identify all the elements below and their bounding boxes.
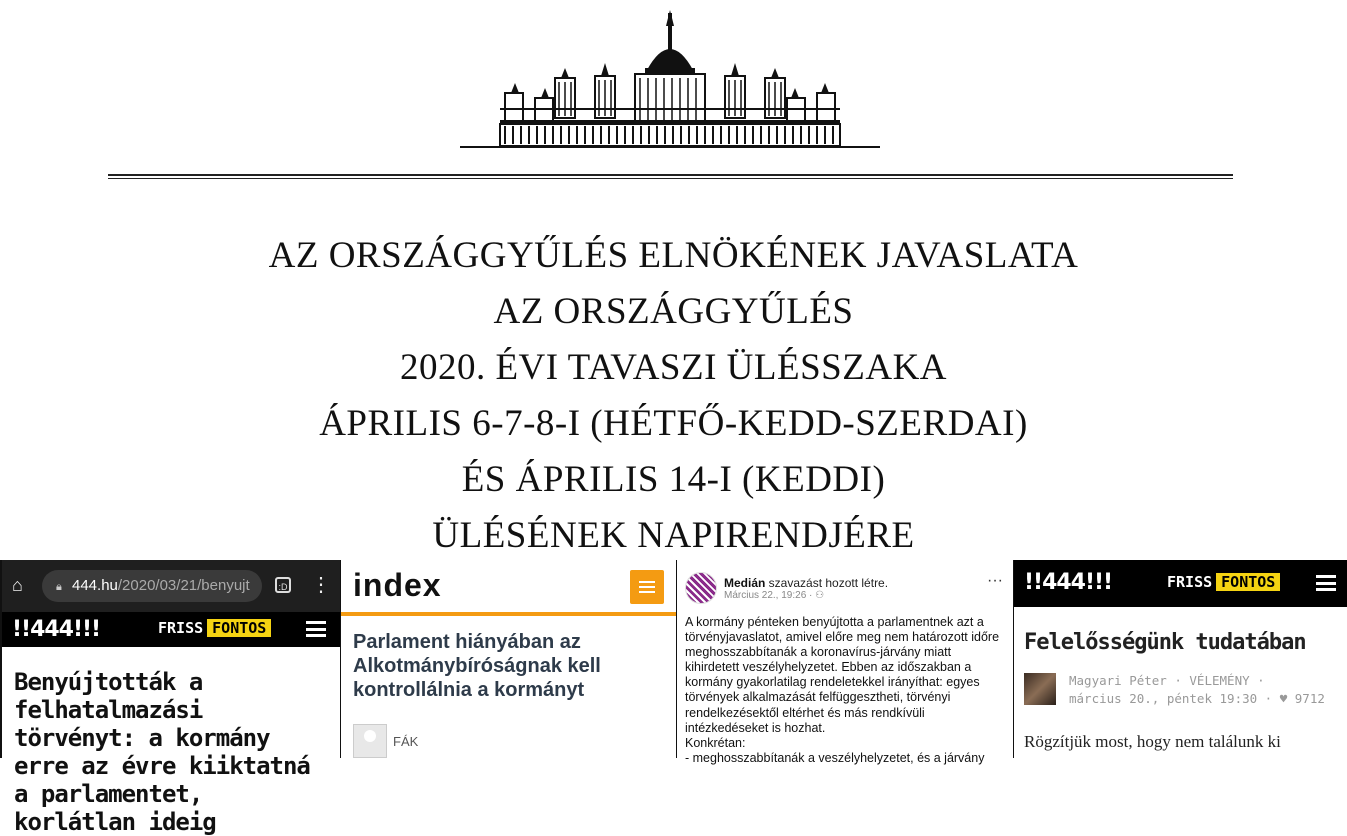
meta-date: március 20., péntek 19:30 · ♥ 9712 <box>1069 691 1325 706</box>
panel-facebook-post <box>677 560 1013 765</box>
more-options-icon[interactable]: ··· <box>987 572 1003 589</box>
home-icon[interactable]: ⌂ <box>12 575 23 595</box>
hamburger-menu-icon[interactable] <box>1316 575 1336 591</box>
browser-toolbar <box>2 560 340 612</box>
friss-label[interactable]: FRISS <box>1167 573 1213 591</box>
friss-fontos-nav[interactable] <box>158 619 271 637</box>
article-body: Rögzítjük most, hogy nem találunk ki <box>1024 732 1281 751</box>
title-line: ÉS ÁPRILIS 14-I (KEDDI) <box>461 459 886 500</box>
header-divider-thin <box>108 178 1233 179</box>
post-line: kihirdetett veszélyhelyzetet. Ebben az időszakban a <box>685 660 972 675</box>
header-divider <box>108 174 1233 176</box>
parliament-building-logo <box>455 8 885 153</box>
article-title[interactable]: Parlament hiányában az Alkotmánybíróságnak kell kontrollálnia a kormányt <box>353 631 601 701</box>
site-logo[interactable]: !!444!!! <box>12 617 101 642</box>
site-header <box>2 612 340 647</box>
site-header <box>1014 560 1347 607</box>
friss-fontos-nav[interactable] <box>1167 573 1280 591</box>
title-line: AZ ORSZÁGGYŰLÉS <box>493 291 854 332</box>
panel-444-opinion <box>1014 560 1347 758</box>
panel-index-article <box>341 560 676 758</box>
author-avatar[interactable] <box>1024 673 1056 705</box>
url-host: 444.hu <box>72 577 118 594</box>
document-title <box>0 228 1347 564</box>
fontos-label[interactable]: FONTOS <box>207 619 271 637</box>
post-header <box>724 576 888 590</box>
lock-icon: 🔒︎ <box>56 581 62 593</box>
article-meta <box>1069 672 1325 708</box>
post-line: Konkrétan: <box>685 735 746 750</box>
fontos-label[interactable]: FONTOS <box>1216 573 1280 591</box>
post-line: meghosszabbítanák a koronavírus-járvány miatt <box>685 645 952 660</box>
url-path: /2020/03/21/benyujt <box>117 577 250 594</box>
address-bar[interactable] <box>42 570 262 602</box>
panel-444-article <box>2 560 340 836</box>
post-line: A kormány pénteken benyújtotta a parlamentnek azt a <box>685 615 984 629</box>
site-logo[interactable]: index <box>353 567 442 603</box>
hamburger-menu-icon[interactable] <box>306 621 326 637</box>
page-name[interactable]: Medián <box>724 576 766 590</box>
article-title[interactable]: Felelősségünk tudatában <box>1024 630 1306 655</box>
tabs-icon[interactable]: :D <box>275 577 291 593</box>
post-timestamp[interactable]: Március 22., 19:26 · ⚇ <box>724 590 825 601</box>
more-menu-icon[interactable]: ⋮ <box>311 574 331 596</box>
friss-label[interactable]: FRISS <box>158 619 204 637</box>
site-header <box>341 560 676 616</box>
author-name[interactable]: FÁK <box>393 734 419 749</box>
post-line: rendelkezésektől eltérhet és más rendkívüli <box>685 705 925 720</box>
hamburger-menu-icon[interactable] <box>630 570 664 604</box>
page-avatar[interactable] <box>685 572 717 604</box>
screenshot-collage <box>0 560 1347 836</box>
meta-author[interactable]: Magyari Péter · VÉLEMÉNY · <box>1069 673 1265 688</box>
post-line: törvényjavaslatot, amivel előre meg nem határozott időre <box>685 630 1000 645</box>
post-text <box>685 615 1009 766</box>
title-line: ÜLÉSÉNEK NAPIRENDJÉRE <box>432 515 915 556</box>
post-line: - meghosszabbítanák a veszélyhelyzetet, és a járvány <box>685 750 985 765</box>
title-line: ÁPRILIS 6-7-8-I (HÉTFŐ-KEDD-SZERDAI) <box>319 403 1028 444</box>
title-line: 2020. ÉVI TAVASZI ÜLÉSSZAKA <box>399 347 948 388</box>
post-line: törvények alkalmazását felfüggesztheti, törvényi <box>685 690 951 705</box>
author-avatar <box>353 724 387 758</box>
title-line: AZ ORSZÁGGYŰLÉS ELNÖKÉNEK JAVASLATA <box>268 235 1079 276</box>
post-line: intézkedéseket is hozhat. <box>685 720 826 735</box>
post-line: kormány gyakorlatilag rendeletekkel irányíthat: egyes <box>685 675 980 690</box>
article-title[interactable]: Benyújtották a felhatalmazási törvényt: a kormány erre az évre kiiktatná a parlamentet, korlátlan ideig <box>14 668 310 836</box>
site-logo[interactable]: !!444!!! <box>1024 570 1113 595</box>
post-action: szavazást hozott létre. <box>765 576 889 590</box>
